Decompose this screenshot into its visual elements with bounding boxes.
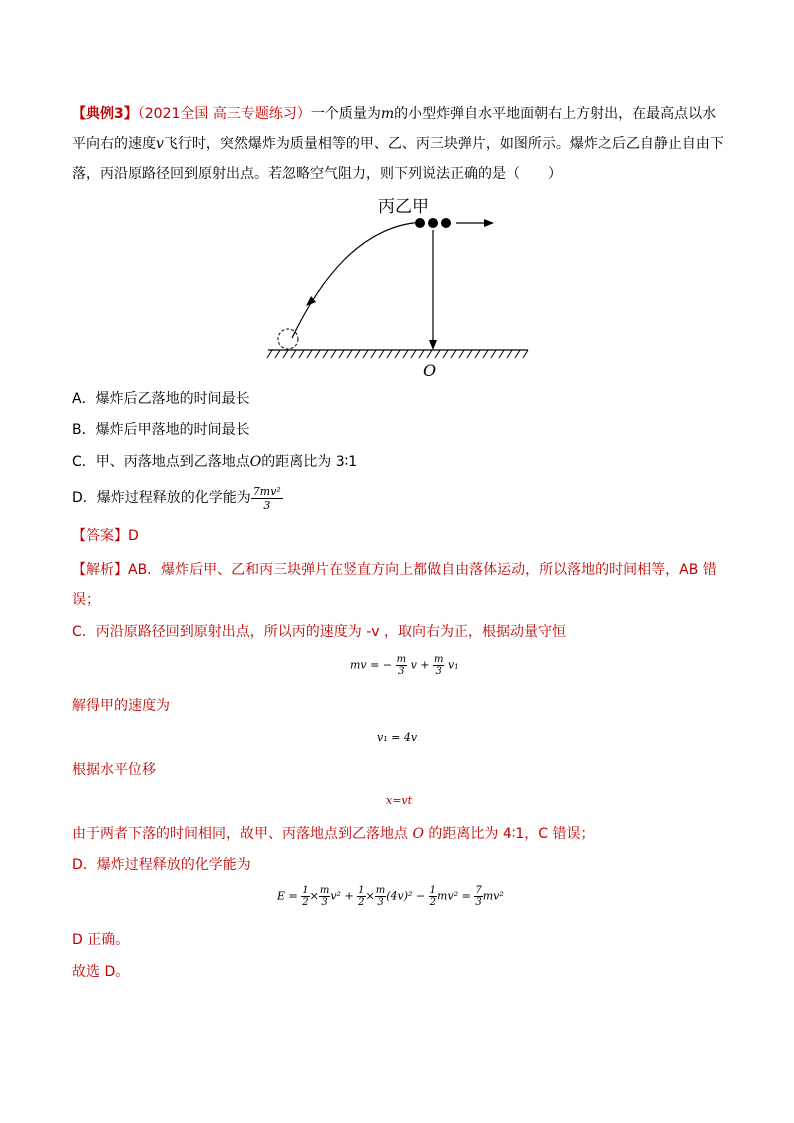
equation-displacement: x=vt — [386, 794, 413, 807]
option-c — [72, 452, 357, 472]
trajectory-curve — [292, 222, 422, 338]
option-d-text: D．爆炸过程释放的化学能为 — [72, 490, 251, 506]
eq-den: 3 — [398, 666, 405, 677]
ground-hatching — [267, 350, 528, 358]
eq-fraction — [474, 885, 482, 908]
equation-energy — [277, 885, 504, 908]
eq-fraction — [375, 885, 386, 908]
question-text: 的小型炸弹自水平地面朝右上方射出，在最高点以水 — [394, 106, 717, 122]
option-c-text: C．甲、丙落地点到乙落地点 — [72, 454, 250, 470]
analysis-line-2: 误； — [72, 592, 100, 608]
eq-part: v + — [410, 658, 430, 672]
eq-part: (4v)² − — [386, 889, 426, 903]
eq-den: 2 — [358, 897, 365, 908]
eq-fraction — [319, 885, 330, 908]
equation-v1: v₁ = 4v — [377, 731, 418, 744]
answer-label: 【答案】 — [72, 528, 128, 544]
question-line-1 — [72, 104, 716, 124]
eq-den: 3 — [321, 897, 328, 908]
fragments-label: 丙乙甲 — [378, 197, 429, 217]
eq-num: 7 — [475, 885, 482, 896]
analysis-label: 【解析】 — [72, 562, 128, 578]
eq-num: 1 — [358, 885, 365, 896]
ratio-line — [72, 824, 595, 844]
option-b: B．爆炸后甲落地的时间最长 — [72, 422, 250, 438]
analysis-line-1 — [72, 560, 717, 580]
horizontal-text: 根据水平位移 — [72, 762, 156, 778]
eq-num: 1 — [429, 885, 437, 896]
question-text: 飞行时，突然爆炸为质量相等的甲、乙、丙三块弹片，如图所示。爆炸之后乙自静止自由下 — [163, 136, 724, 152]
eq-fraction — [396, 654, 407, 677]
eq-num: m — [375, 885, 386, 896]
analysis-c-line: C．丙沿原路径回到原射出点，所以丙的速度为 -v ，取向右为正，根据动量守恒 — [72, 624, 567, 640]
eq-fraction — [301, 885, 309, 908]
fragment-bing — [415, 218, 425, 228]
answer-value: D — [128, 528, 139, 544]
ratio-text: 的距离比为 4∶1，C 错误； — [423, 826, 595, 842]
answer-line — [72, 526, 139, 546]
eq-part: × — [309, 889, 319, 903]
eq-num: 1 — [302, 885, 309, 896]
eq-den: 3 — [377, 897, 384, 908]
jia-arrow-head — [484, 219, 494, 227]
eq-part: mv = − — [350, 658, 393, 672]
question-text: 平向右的速度 — [72, 136, 156, 152]
eq-part: E = — [277, 889, 298, 903]
eq-fraction — [357, 885, 365, 908]
var-m: m — [380, 106, 395, 122]
question-line-2 — [72, 134, 724, 154]
equation-momentum — [350, 654, 459, 677]
eq-num: m — [319, 885, 330, 896]
eq-num: m — [396, 654, 407, 665]
solve-text: 解得甲的速度为 — [72, 698, 170, 714]
explosion-diagram — [260, 190, 540, 380]
fraction-denominator: 3 — [263, 498, 271, 512]
eq-part: × — [365, 889, 375, 903]
eq-den: 2 — [429, 897, 437, 908]
eq-part: v² + — [330, 889, 354, 903]
option-d — [72, 484, 283, 512]
origin-label: O — [423, 361, 437, 380]
option-a: A．爆炸后乙落地的时间最长 — [72, 391, 250, 407]
eq-den: 3 — [475, 897, 482, 908]
fraction-numerator: 7mv² — [252, 484, 281, 498]
var-o: O — [412, 826, 424, 842]
eq-num: m — [434, 654, 444, 665]
option-c-text: 的距离比为 3∶1 — [261, 454, 358, 470]
final-answer-line: 故选 D。 — [72, 964, 130, 980]
eq-den: 2 — [302, 897, 309, 908]
question-source: （2021全国 高三专题练习） — [137, 106, 311, 122]
eq-fraction — [429, 885, 437, 908]
eq-part: mv² — [482, 889, 504, 903]
ratio-text: 由于两者下落的时间相同，故甲、丙落地点到乙落地点 — [72, 826, 413, 842]
var-o: O — [249, 454, 262, 470]
question-tag: 【典例3】 — [72, 106, 138, 122]
fragment-jia — [441, 218, 451, 228]
eq-den: 3 — [435, 666, 442, 677]
question-text: 一个质量为 — [310, 106, 381, 122]
eq-fraction — [433, 654, 444, 677]
eq-part: mv² = — [437, 889, 471, 903]
question-line-3: 落，丙沿原路径回到原射出点。若忽略空气阻力，则下列说法正确的是（ ） — [72, 166, 562, 182]
analysis-d-line: D．爆炸过程释放的化学能为 — [72, 857, 251, 873]
analysis-text: AB．爆炸后甲、乙和丙三块弹片在竖直方向上都做自由落体运动，所以落地的时间相等，AB 错 — [128, 562, 717, 578]
yi-drop-arrow — [429, 340, 437, 350]
eq-part: v₁ — [447, 658, 459, 672]
option-d-fraction — [251, 485, 283, 512]
var-v: v — [156, 136, 164, 152]
fragment-yi — [428, 218, 438, 228]
d-correct-line: D 正确。 — [72, 932, 130, 948]
